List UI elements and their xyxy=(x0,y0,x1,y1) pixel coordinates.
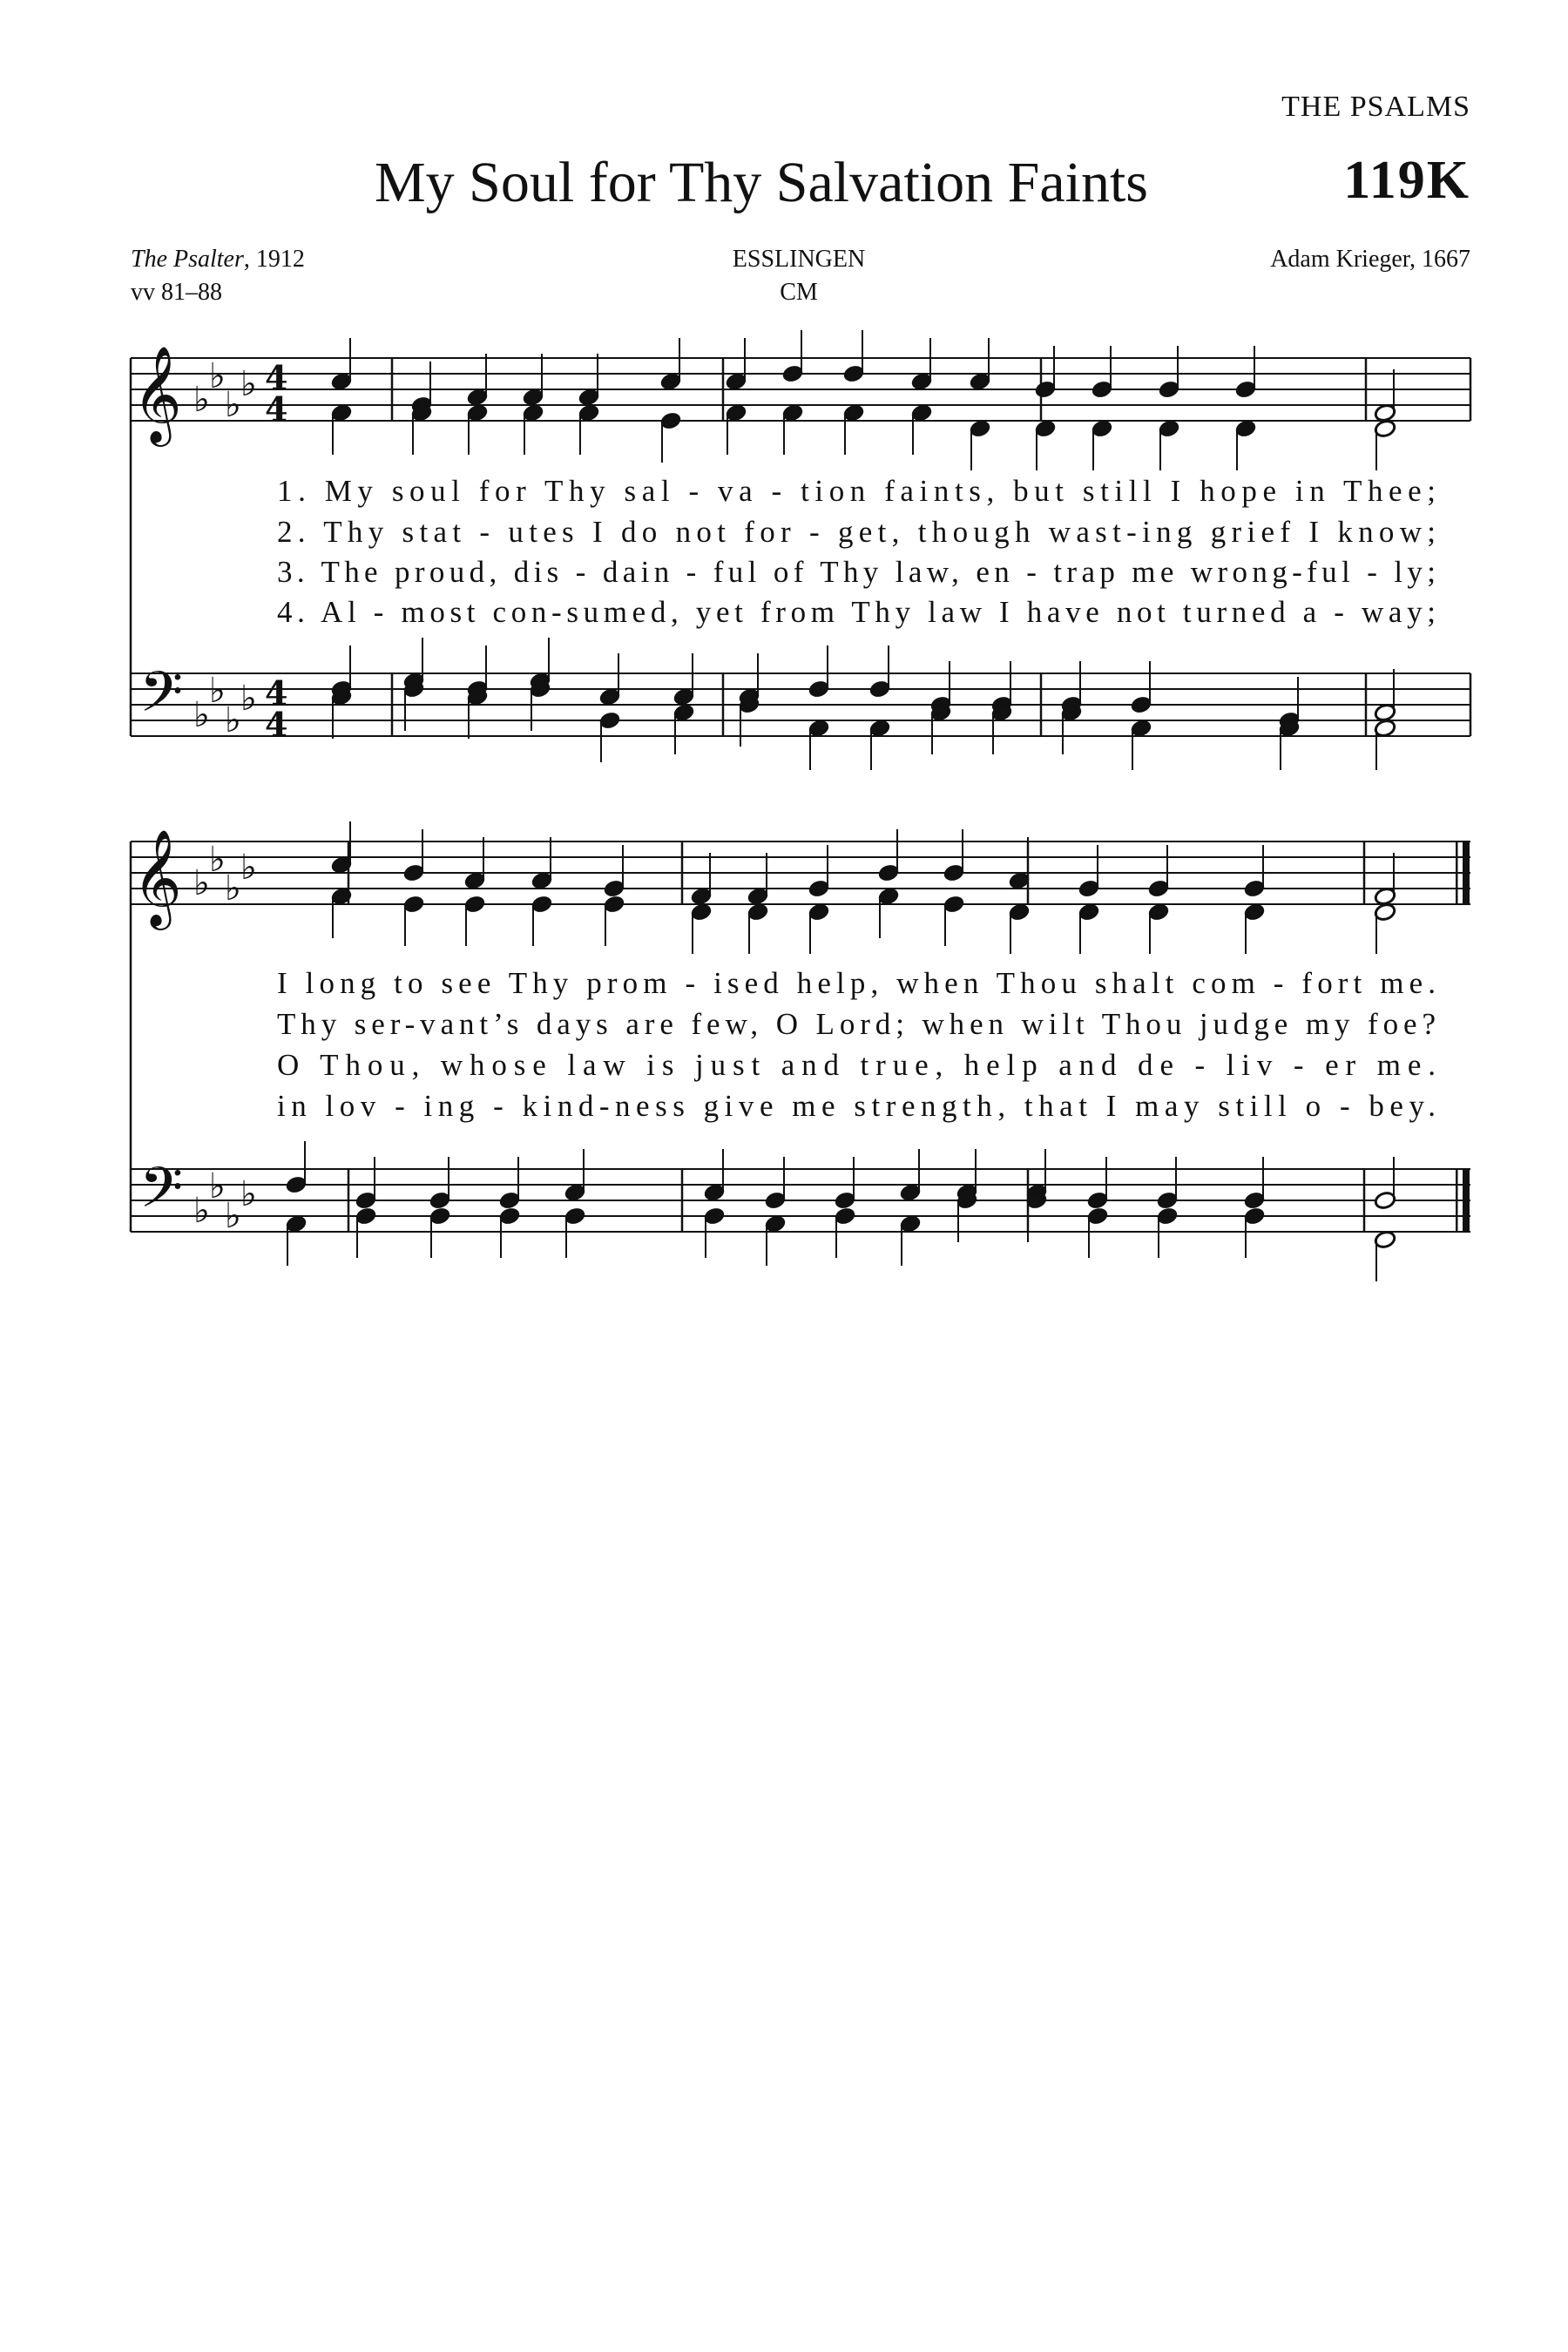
text-source-title: The Psalter xyxy=(131,246,244,273)
verse-4-line-2: in lov - ing - kind-ness give me strength, that I may still o - bey. xyxy=(277,1089,1436,1123)
svg-text:4: 4 xyxy=(265,389,288,429)
svg-text:♭: ♭ xyxy=(193,1191,210,1231)
verse-3-line-1: 3. The proud, dis - dain - ful of Thy law, en - trap me wrong-ful - ly; xyxy=(277,555,1436,589)
verse-1-line-1: 1. My soul for Thy sal - va - tion faints, but still I hope in Thee; xyxy=(277,474,1436,508)
final-barline xyxy=(1456,841,1470,1232)
svg-text:♭: ♭ xyxy=(240,1174,257,1214)
meter: CM xyxy=(780,279,818,306)
svg-text:♭: ♭ xyxy=(193,863,210,903)
hymn-number: 119K xyxy=(1343,151,1470,210)
text-source-year: , 1912 xyxy=(243,246,305,273)
key-signature-icon xyxy=(193,356,257,740)
verse-3-line-2: O Thou, whose law is just and true, help and de - liv - er me. xyxy=(277,1048,1436,1082)
system-1 xyxy=(131,330,1470,770)
hymn-title: My Soul for Thy Salvation Faints xyxy=(375,151,1148,214)
svg-text:♭: ♭ xyxy=(240,364,257,404)
bass-staff-1 xyxy=(131,673,1470,736)
svg-text:♭: ♭ xyxy=(225,868,241,909)
bass-clef-icon: 𝄢 xyxy=(139,1156,184,1234)
section-label: THE PSALMS xyxy=(1281,91,1470,123)
treble-clef-icon: 𝄞 xyxy=(132,828,182,926)
bass-staff-2 xyxy=(131,1169,1470,1232)
verse-2-line-2: Thy ser-vant’s days are few, O Lord; when wilt Thou judge my foe? xyxy=(277,1007,1436,1041)
svg-text:4: 4 xyxy=(265,705,288,744)
svg-text:♭: ♭ xyxy=(209,671,226,711)
svg-text:♭: ♭ xyxy=(240,679,257,719)
verse-4-line-1: 4. Al - most con-sumed, yet from Thy law I have not turned a - way; xyxy=(277,595,1436,629)
key-signature-icon xyxy=(193,840,257,1236)
svg-text:♭: ♭ xyxy=(193,695,210,735)
bass-clef-icon: 𝄢 xyxy=(139,660,184,739)
svg-text:4: 4 xyxy=(265,673,288,713)
verse-1-line-2: I long to see Thy prom - ised help, when Thou shalt com - fort me. xyxy=(277,966,1436,1000)
system-1-lyrics xyxy=(277,474,1436,629)
svg-text:♭: ♭ xyxy=(209,356,226,396)
svg-text:♭: ♭ xyxy=(240,848,257,888)
svg-text:♭: ♭ xyxy=(209,1166,226,1206)
verse-2-line-1: 2. Thy stat - utes I do not for - get, though wast-ing grief I know; xyxy=(277,515,1436,549)
svg-text:♭: ♭ xyxy=(225,1196,241,1236)
system-2-lyrics xyxy=(277,966,1436,1123)
composer: Adam Krieger, 1667 xyxy=(1270,246,1470,273)
svg-text:♭: ♭ xyxy=(225,700,241,740)
time-signature-icon xyxy=(265,358,287,744)
treble-clef-icon: 𝄞 xyxy=(132,345,182,443)
verses-reference: vv 81–88 xyxy=(131,279,222,306)
svg-text:♭: ♭ xyxy=(225,385,241,425)
svg-text:4: 4 xyxy=(265,358,288,397)
svg-text:♭: ♭ xyxy=(193,380,210,420)
tune-name: ESSLINGEN xyxy=(732,246,866,273)
treble-staff-2 xyxy=(131,841,1470,904)
svg-text:♭: ♭ xyxy=(209,840,226,880)
